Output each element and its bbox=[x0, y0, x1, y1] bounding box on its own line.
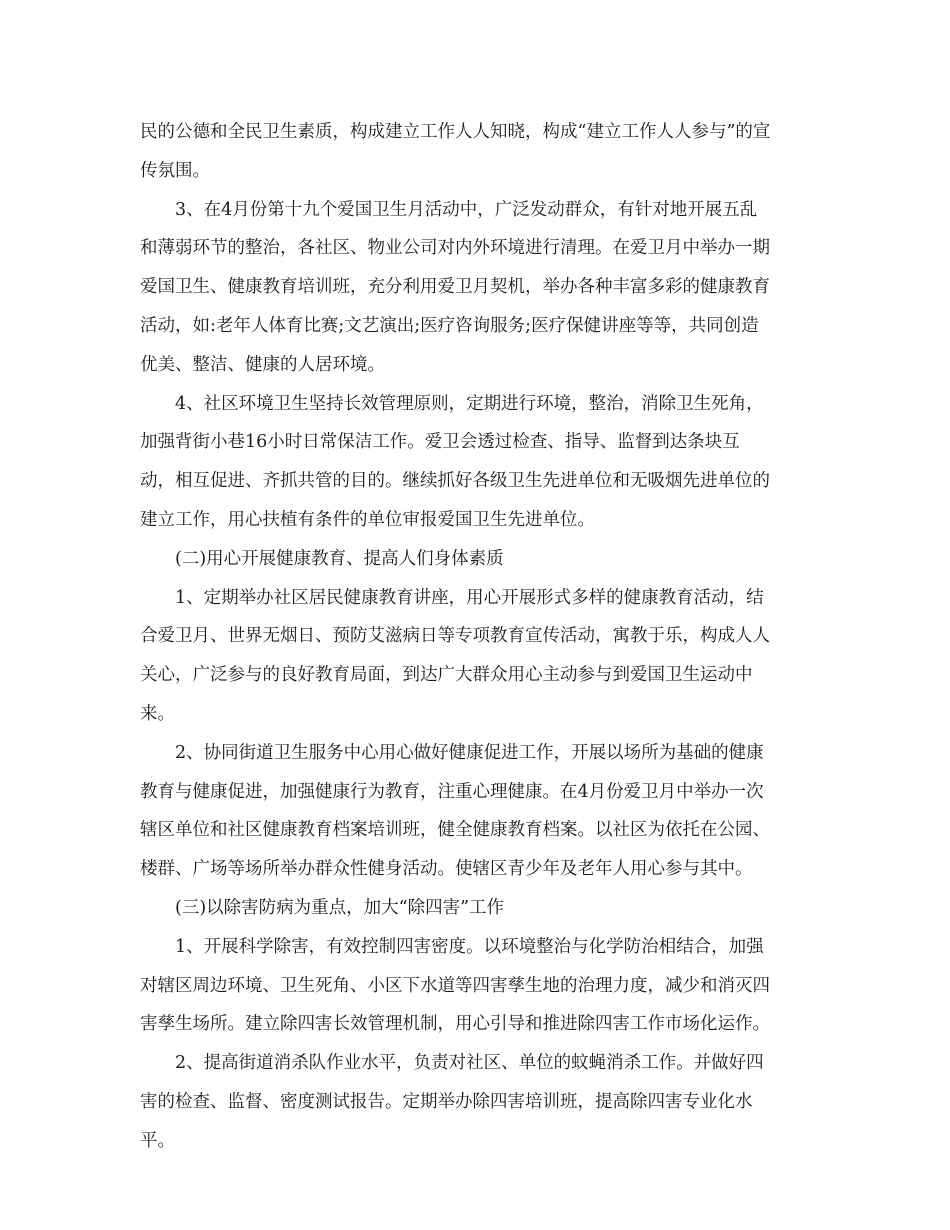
text-line: 传氛围。 bbox=[140, 160, 210, 181]
text-line: 活动，如:老年人体育比赛;文艺演出;医疗咨询服务;医疗保健讲座等等，共同创造 bbox=[140, 315, 759, 336]
text-line: 1、开展科学除害，有效控制四害密度。以环境整治与化学防治相结合，加强 bbox=[175, 936, 764, 957]
text-line: 和薄弱环节的整治，各社区、物业公司对内外环境进行清理。在爱卫月中举办一期 bbox=[140, 238, 770, 259]
text-line: 加强背街小巷16小时日常保洁工作。爱卫会透过检查、指导、监督到达条块互 bbox=[140, 432, 740, 453]
text-line: 4、社区环境卫生坚持长效管理原则，定期进行环境，整治，消除卫生死角， bbox=[175, 393, 764, 414]
text-line: 教育与健康促进，加强健康行为教育，注重心理健康。在4月份爱卫月中举办一次 bbox=[140, 781, 764, 802]
text-line: 害孳生场所。建立除四害长效管理机制，用心引导和推进除四害工作市场化运作。 bbox=[140, 1014, 770, 1035]
text-line: 2、提高街道消杀队作业水平，负责对社区、单位的蚊蝇消杀工作。并做好四 bbox=[175, 1053, 764, 1074]
text-line: 3、在4月份第十九个爱国卫生月活动中，广泛发动群众，有针对地开展五乱 bbox=[175, 199, 758, 220]
text-line: (三)以除害防病为重点，加大“除四害”工作 bbox=[175, 897, 505, 918]
text-line: 楼群、广场等场所举办群众性健身活动。使辖区青少年及老年人用心参与其中。 bbox=[140, 859, 753, 880]
text-line: 合爱卫月、世界无烟日、预防艾滋病日等专项教育宣传活动，寓教于乐，构成人人 bbox=[140, 626, 770, 647]
text-line: 来。 bbox=[140, 703, 175, 724]
text-line: 1、定期举办社区居民健康教育讲座，用心开展形式多样的健康教育活动，结 bbox=[175, 587, 764, 608]
text-line: 关心，广泛参与的良好教育局面，到达广大群众用心主动参与到爱国卫生运动中 bbox=[140, 665, 753, 686]
text-line: 2、协同街道卫生服务中心用心做好健康促进工作，开展以场所为基础的健康 bbox=[175, 742, 764, 763]
text-line: 建立工作，用心扶植有条件的单位审报爱国卫生先进单位。 bbox=[140, 509, 595, 530]
text-line: 爱国卫生、健康教育培训班，充分利用爱卫月契机，举办各种丰富多彩的健康教育 bbox=[140, 277, 770, 298]
text-line: 民的公德和全民卫生素质，构成建立工作人人知晓，构成“建立工作人人参与”的宣 bbox=[140, 122, 771, 142]
document-body bbox=[140, 113, 820, 1161]
text-line: (二)用心开展健康教育、提高人们身体素质 bbox=[175, 548, 504, 569]
text-line: 动，相互促进、齐抓共管的目的。继续抓好各级卫生先进单位和无吸烟先进单位的 bbox=[140, 471, 770, 492]
text-line: 优美、整洁、健康的人居环境。 bbox=[140, 354, 385, 375]
text-line: 对辖区周边环境、卫生死角、小区下水道等四害孳生地的治理力度，减少和消灭四 bbox=[140, 975, 770, 996]
text-line: 害的检查、监督、密度测试报告。定期举办除四害培训班，提高除四害专业化水 bbox=[140, 1091, 753, 1112]
text-line: 辖区单位和社区健康教育档案培训班，健全健康教育档案。以社区为依托在公园、 bbox=[140, 820, 770, 841]
text-line: 平。 bbox=[140, 1130, 175, 1151]
